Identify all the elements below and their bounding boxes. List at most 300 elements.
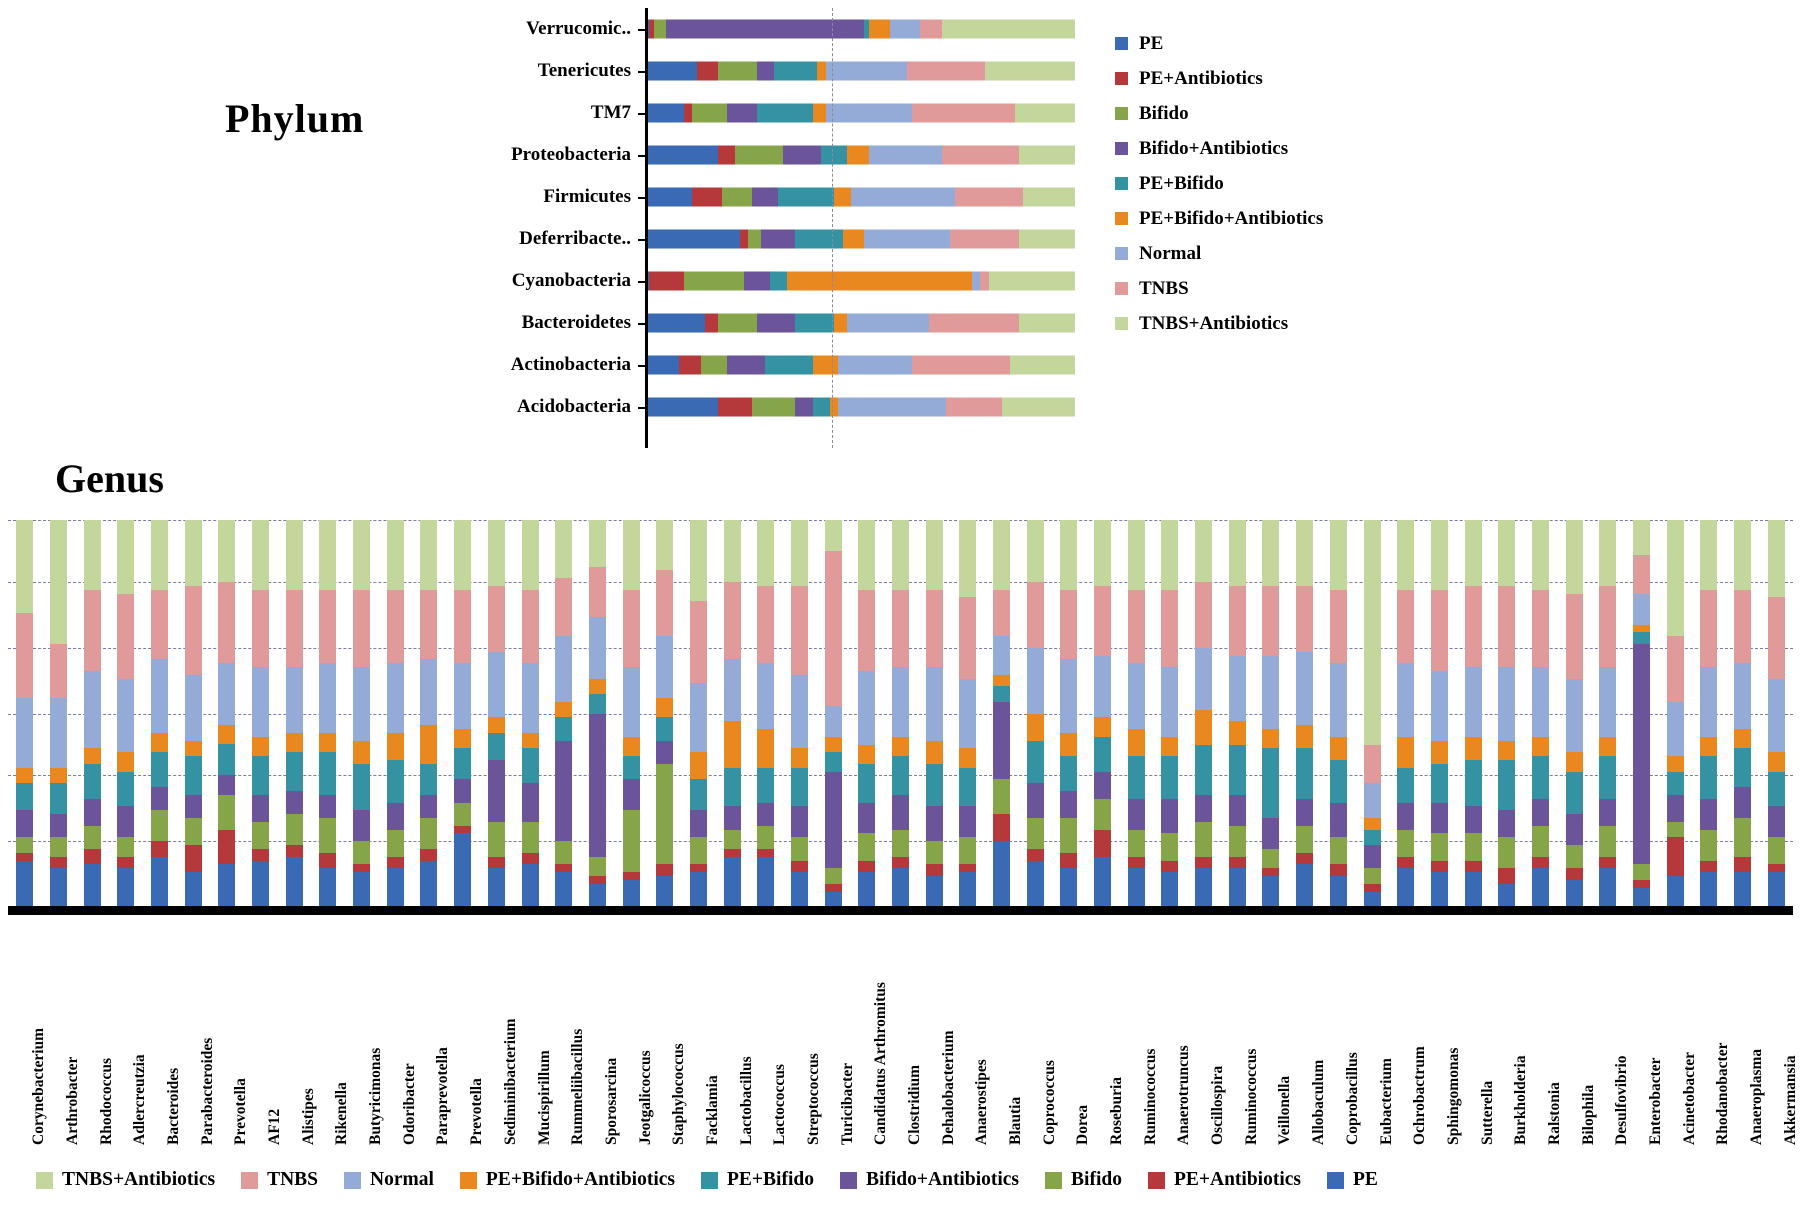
genus-axis-tick <box>84 906 101 915</box>
phylum-bar-segment <box>684 272 744 291</box>
genus-bar-segment <box>791 837 808 860</box>
genus-bar-segment <box>1195 520 1212 582</box>
genus-bar-segment <box>522 748 539 783</box>
genus-stacked-bar <box>825 520 842 907</box>
phylum-legend-item <box>1115 131 1323 166</box>
genus-legend-label: PE+Bifido <box>727 1169 814 1190</box>
genus-bar-segment <box>286 752 303 791</box>
genus-bar-segment <box>1465 806 1482 833</box>
genus-bar-segment <box>959 864 976 872</box>
genus-bar-segment <box>858 671 875 745</box>
genus-bar-segment <box>454 663 471 729</box>
phylum-category-label: TM7 <box>590 102 631 123</box>
genus-bar-segment <box>1667 795 1684 822</box>
genus-bar-segment <box>1397 857 1414 869</box>
genus-bar-segment <box>319 520 336 590</box>
genus-bar-segment <box>387 520 404 590</box>
phylum-legend-item <box>1115 236 1323 271</box>
genus-stacked-bar <box>1364 520 1381 907</box>
genus-bar-segment <box>1734 663 1751 729</box>
genus-title: Genus <box>55 456 164 501</box>
phylum-bar-segment <box>847 146 869 165</box>
genus-stacked-bar <box>1700 520 1717 907</box>
genus-category-label: Alistipes <box>299 1088 317 1145</box>
genus-stacked-bar <box>522 520 539 907</box>
phylum-legend-label: PE+Antibiotics <box>1139 67 1263 89</box>
genus-bar-segment <box>1566 594 1583 679</box>
genus-bar-segment <box>420 659 437 725</box>
phylum-bar-segment <box>778 188 834 207</box>
genus-bar-segment <box>50 644 67 698</box>
phylum-stacked-bar <box>645 62 1075 81</box>
genus-bar-segment <box>1532 799 1549 826</box>
genus-bar-segment <box>791 768 808 807</box>
genus-category-label: Rikenella <box>333 1082 351 1145</box>
genus-bar-segment <box>218 795 235 830</box>
phylum-stacked-bar <box>645 230 1075 249</box>
genus-bar-segment <box>454 803 471 826</box>
genus-bar-segment <box>387 830 404 857</box>
genus-stacked-bar <box>84 520 101 907</box>
genus-category-label: Sediminibacterium <box>501 1018 519 1145</box>
genus-bar-segment <box>1330 590 1347 664</box>
genus-bar-segment <box>387 760 404 803</box>
genus-bar-segment <box>1734 748 1751 787</box>
phylum-bar-segment <box>718 62 757 81</box>
genus-bar-segment <box>555 741 572 842</box>
phylum-bar-segment <box>847 314 929 333</box>
genus-bar-segment <box>252 756 269 795</box>
phylum-axis-tick <box>638 365 646 367</box>
genus-bar-segment <box>757 663 774 729</box>
genus-bar-segment <box>1498 810 1515 837</box>
genus-category-label: Prevotella <box>232 1078 250 1145</box>
genus-axis-tick <box>522 906 539 915</box>
genus-bar-segment <box>218 830 235 865</box>
genus-category-label: Candidatus Arthromitus <box>872 982 890 1145</box>
genus-bar-segment <box>319 795 336 818</box>
genus-bar-segment <box>50 857 67 869</box>
genus-bar-segment <box>488 822 505 857</box>
genus-bar-segment <box>84 764 101 799</box>
genus-bar-segment <box>1667 876 1684 907</box>
genus-bar-segment <box>1060 590 1077 660</box>
genus-bar-segment <box>218 864 235 907</box>
genus-bar-segment <box>1262 586 1279 656</box>
legend-swatch-icon <box>1115 72 1128 85</box>
phylum-bar-segment <box>654 20 667 39</box>
genus-bar-segment <box>151 520 168 590</box>
genus-category-label: Sphingomonas <box>1444 1047 1462 1145</box>
genus-bar-segment <box>555 872 572 907</box>
genus-bar-segment <box>1195 710 1212 745</box>
legend-swatch-icon <box>1115 37 1128 50</box>
genus-axis-tick <box>252 906 269 915</box>
genus-bar-segment <box>117 594 134 679</box>
genus-bar-segment <box>690 683 707 753</box>
genus-bar-segment <box>791 861 808 873</box>
genus-bar-segment <box>555 520 572 578</box>
legend-swatch-icon <box>701 1172 718 1189</box>
phylum-bar-segment <box>795 314 834 333</box>
genus-bar-segment <box>1633 555 1650 594</box>
genus-bar-segment <box>1734 857 1751 872</box>
genus-bar-segment <box>1700 872 1717 907</box>
phylum-bar-segment <box>705 314 718 333</box>
genus-stacked-bar <box>589 520 606 907</box>
genus-bar-segment <box>1296 853 1313 865</box>
genus-bar-segment <box>387 733 404 760</box>
phylum-legend-label: TNBS+Antibiotics <box>1139 312 1289 334</box>
genus-bar-segment <box>319 752 336 795</box>
genus-bar-segment <box>1027 783 1044 818</box>
phylum-bar-segment <box>1019 314 1075 333</box>
genus-bar-segment <box>791 520 808 586</box>
genus-bar-segment <box>1667 520 1684 636</box>
genus-stacked-bar <box>690 520 707 907</box>
genus-bar-segment <box>1431 861 1448 873</box>
genus-category-label: Staphylococcus <box>670 1043 688 1145</box>
genus-bar-segment <box>252 822 269 849</box>
genus-bar-segment <box>1498 760 1515 810</box>
genus-bar-segment <box>522 520 539 590</box>
genus-axis-tick <box>1161 906 1178 915</box>
genus-bar-segment <box>1599 586 1616 667</box>
genus-stacked-bar <box>117 520 134 907</box>
genus-bar-segment <box>387 590 404 664</box>
genus-bar-segment <box>1330 837 1347 864</box>
genus-bar-segment <box>1027 861 1044 907</box>
genus-bar-segment <box>1094 656 1111 718</box>
genus-bar-segment <box>724 721 741 767</box>
genus-bar-segment <box>286 590 303 667</box>
genus-bar-segment <box>993 702 1010 779</box>
genus-bar-segment <box>926 520 943 590</box>
phylum-bar-segment <box>748 230 761 249</box>
phylum-title: Phylum <box>225 96 365 141</box>
phylum-category-label: Bacteroidetes <box>521 312 631 333</box>
phylum-legend-item <box>1115 61 1323 96</box>
genus-bar-segment <box>1364 830 1381 845</box>
genus-bar-segment <box>656 876 673 907</box>
phylum-bar-segment <box>950 230 1019 249</box>
genus-bar-segment <box>1633 632 1650 644</box>
phylum-bar-segment <box>834 314 847 333</box>
genus-bar-segment <box>959 872 976 907</box>
genus-bar-segment <box>1128 868 1145 907</box>
genus-bar-segment <box>1262 748 1279 818</box>
genus-bar-segment <box>959 748 976 767</box>
genus-bar-segment <box>926 741 943 764</box>
genus-bar-segment <box>623 520 640 590</box>
genus-axis-tick <box>1229 906 1246 915</box>
genus-bar-segment <box>1364 745 1381 784</box>
genus-bar-segment <box>1397 803 1414 830</box>
genus-bar-segment <box>1330 864 1347 876</box>
genus-bar-segment <box>16 853 33 861</box>
genus-bar-segment <box>84 520 101 590</box>
genus-category-label: Sutterella <box>1478 1080 1496 1145</box>
genus-stacked-bar <box>1195 520 1212 907</box>
genus-bar-segment <box>589 679 606 694</box>
genus-bar-segment <box>420 520 437 590</box>
genus-bar-segment <box>589 567 606 617</box>
genus-bar-segment <box>387 803 404 830</box>
genus-bar-segment <box>1431 590 1448 671</box>
genus-stacked-bar <box>151 520 168 907</box>
genus-bar-segment <box>522 733 539 748</box>
phylum-axis-tick <box>638 71 646 73</box>
legend-swatch-icon <box>1045 1172 1062 1189</box>
genus-bar-segment <box>1734 818 1751 857</box>
genus-bar-segment <box>1094 830 1111 857</box>
genus-bar-segment <box>623 667 640 737</box>
genus-category-label: Oscillospira <box>1209 1065 1227 1145</box>
genus-bar-segment <box>623 872 640 880</box>
genus-bar-segment <box>1667 837 1684 876</box>
genus-bar-segment <box>825 892 842 907</box>
genus-stacked-bar <box>218 520 235 907</box>
genus-bar-segment <box>1296 826 1313 853</box>
genus-axis-tick <box>892 906 909 915</box>
genus-bar-segment <box>589 876 606 884</box>
genus-bar-segment <box>690 837 707 864</box>
genus-bar-segment <box>825 752 842 771</box>
genus-bar-segment <box>825 551 842 706</box>
phylum-bar-row <box>526 8 1085 50</box>
genus-bar-segment <box>1397 663 1414 737</box>
genus-bar-segment <box>1262 520 1279 586</box>
genus-bar-segment <box>1128 756 1145 799</box>
genus-bar-segment <box>50 783 67 814</box>
genus-stacked-bar <box>387 520 404 907</box>
genus-category-label: Bilophila <box>1579 1084 1597 1145</box>
genus-plot-area <box>8 520 1793 907</box>
genus-bar-segment <box>1700 590 1717 667</box>
genus-bar-segment <box>185 756 202 795</box>
genus-bar-segment <box>825 772 842 869</box>
genus-bar-segment <box>1229 520 1246 586</box>
phylum-axis-tick <box>638 197 646 199</box>
phylum-bar-segment <box>757 62 774 81</box>
genus-bar-segment <box>892 756 909 795</box>
genus-bar-segment <box>1330 760 1347 803</box>
genus-bar-segment <box>757 768 774 803</box>
genus-bar-segment <box>488 652 505 718</box>
phylum-bar-segment <box>783 146 822 165</box>
legend-swatch-icon <box>1115 247 1128 260</box>
genus-bar-segment <box>1768 520 1785 597</box>
genus-bar-segment <box>1094 737 1111 772</box>
genus-bar-segment <box>84 849 101 864</box>
genus-bar-segment <box>488 760 505 822</box>
phylum-bar-segment <box>834 188 851 207</box>
genus-bar-segment <box>50 837 67 856</box>
genus-bar-segment <box>1330 737 1347 760</box>
genus-bar-segment <box>589 617 606 679</box>
genus-stacked-bar <box>252 520 269 907</box>
genus-category-label: Anaerotruncus <box>1175 1045 1193 1145</box>
genus-bar-segment <box>757 803 774 826</box>
genus-bar-segment <box>1465 667 1482 737</box>
genus-bar-segment <box>724 520 741 582</box>
genus-bar-segment <box>724 806 741 829</box>
genus-bar-segment <box>185 872 202 907</box>
genus-bar-segment <box>117 772 134 807</box>
genus-stacked-bar <box>1296 520 1313 907</box>
genus-stacked-bar <box>892 520 909 907</box>
genus-bar-segment <box>1465 586 1482 667</box>
genus-bar-segment <box>1633 625 1650 633</box>
genus-bar-segment <box>1768 772 1785 807</box>
genus-axis-tick <box>1465 906 1482 915</box>
genus-bar-segment <box>791 806 808 837</box>
genus-bar-segment <box>858 764 875 803</box>
genus-bar-segment <box>1128 520 1145 590</box>
genus-bar-segment <box>50 520 67 644</box>
genus-bar-segment <box>353 520 370 590</box>
genus-bar-segment <box>50 814 67 837</box>
phylum-stacked-bar <box>645 104 1075 123</box>
phylum-category-label: Firmicutes <box>543 186 631 207</box>
genus-bar-segment <box>1768 679 1785 753</box>
genus-bar-segment <box>522 663 539 733</box>
genus-bar-segment <box>16 698 33 768</box>
genus-bar-segment <box>420 795 437 818</box>
genus-stacked-bar <box>1734 520 1751 907</box>
genus-bar-segment <box>1566 868 1583 880</box>
genus-bar-segment <box>16 783 33 810</box>
genus-stacked-bar <box>926 520 943 907</box>
genus-bar-segment <box>1364 818 1381 830</box>
genus-legend-label: Normal <box>370 1169 434 1190</box>
genus-bar-segment <box>1161 590 1178 667</box>
genus-bar-segment <box>353 864 370 872</box>
phylum-bar-segment <box>907 62 984 81</box>
genus-bar-segment <box>286 733 303 752</box>
genus-bar-segment <box>1700 830 1717 861</box>
phylum-category-label: Verrucomic.. <box>526 18 631 39</box>
genus-axis-tick <box>387 906 404 915</box>
genus-bar-segment <box>151 752 168 787</box>
genus-bar-segment <box>993 520 1010 590</box>
genus-bar-segment <box>1465 737 1482 760</box>
genus-legend-label: TNBS+Antibiotics <box>62 1169 216 1190</box>
genus-legend-item <box>1045 1169 1148 1191</box>
genus-category-label: Desulfovibrio <box>1613 1055 1631 1145</box>
genus-bar-segment <box>1229 826 1246 857</box>
genus-bar-segment <box>791 748 808 767</box>
genus-bar-segment <box>1532 520 1549 590</box>
genus-bar-segment <box>1768 752 1785 771</box>
genus-bar-segment <box>353 741 370 764</box>
genus-bar-segment <box>555 636 572 702</box>
genus-stacked-bar <box>1229 520 1246 907</box>
genus-bar-segment <box>1161 799 1178 834</box>
genus-stacked-bar <box>959 520 976 907</box>
phylum-legend-label: Bifido+Antibiotics <box>1139 137 1289 159</box>
genus-bar-segment <box>724 768 741 807</box>
genus-bar-segment <box>724 582 741 659</box>
genus-bar-segment <box>1599 857 1616 869</box>
genus-bar-segment <box>1633 644 1650 865</box>
genus-bar-segment <box>1229 745 1246 795</box>
genus-bar-segment <box>1027 818 1044 849</box>
genus-bar-segment <box>623 756 640 779</box>
phylum-bar-segment <box>718 314 757 333</box>
genus-bar-segment <box>589 714 606 857</box>
phylum-bar-segment <box>692 104 726 123</box>
phylum-legend-item <box>1115 26 1323 61</box>
genus-bar-segment <box>1599 520 1616 586</box>
phylum-bar-segment <box>645 188 692 207</box>
genus-bar-segment <box>454 826 471 834</box>
phylum-bar-segment <box>718 146 735 165</box>
legend-swatch-icon <box>1115 282 1128 295</box>
genus-category-label: Roseburia <box>1108 1076 1126 1145</box>
genus-axis-tick <box>420 906 437 915</box>
phylum-stacked-bar <box>645 272 1075 291</box>
phylum-bar-segment <box>985 62 1075 81</box>
genus-bar-segment <box>858 520 875 590</box>
genus-bar-segment <box>252 520 269 590</box>
phylum-bar-segment <box>757 104 813 123</box>
genus-category-label: Lactobacillus <box>737 1056 755 1145</box>
genus-bar-segment <box>1700 737 1717 756</box>
genus-bar-segment <box>1734 872 1751 907</box>
genus-bar-segment <box>353 667 370 741</box>
genus-bar-segment <box>1700 667 1717 737</box>
genus-bar-segment <box>757 586 774 663</box>
genus-stacked-bar <box>993 520 1010 907</box>
genus-bar-segment <box>151 857 168 907</box>
genus-bar-segment <box>757 520 774 586</box>
phylum-bar-segment <box>1019 230 1075 249</box>
genus-bar-segment <box>892 868 909 907</box>
phylum-legend <box>1115 26 1323 341</box>
legend-swatch-icon <box>1115 142 1128 155</box>
genus-bar-segment <box>1364 783 1381 818</box>
phylum-bar-segment <box>912 104 1015 123</box>
genus-bar-segment <box>117 857 134 869</box>
genus-bar-segment <box>1431 803 1448 834</box>
phylum-bar-segment <box>649 272 683 291</box>
genus-bar-segment <box>286 814 303 845</box>
genus-bar-segment <box>1027 648 1044 714</box>
genus-bar-segment <box>117 806 134 837</box>
genus-bar-segment <box>185 845 202 872</box>
phylum-bar-segment <box>920 20 942 39</box>
phylum-bar-segment <box>744 272 770 291</box>
genus-bar-segment <box>1431 671 1448 741</box>
genus-stacked-bar <box>1060 520 1077 907</box>
genus-axis-tick <box>690 906 707 915</box>
genus-bar-segment <box>1431 833 1448 860</box>
phylum-bar-segment <box>740 230 749 249</box>
genus-bar-segment <box>1566 752 1583 771</box>
genus-stacked-bar <box>454 520 471 907</box>
genus-bar-segment <box>454 590 471 664</box>
genus-bar-segment <box>1599 868 1616 907</box>
genus-bar-segment <box>1465 760 1482 806</box>
genus-bar-segment <box>50 698 67 768</box>
genus-bar-segment <box>1128 729 1145 756</box>
genus-bar-segment <box>1161 667 1178 737</box>
genus-bar-segment <box>84 826 101 849</box>
genus-bar-segment <box>858 861 875 873</box>
genus-bar-segment <box>1296 652 1313 726</box>
genus-bar-segment <box>1195 582 1212 648</box>
